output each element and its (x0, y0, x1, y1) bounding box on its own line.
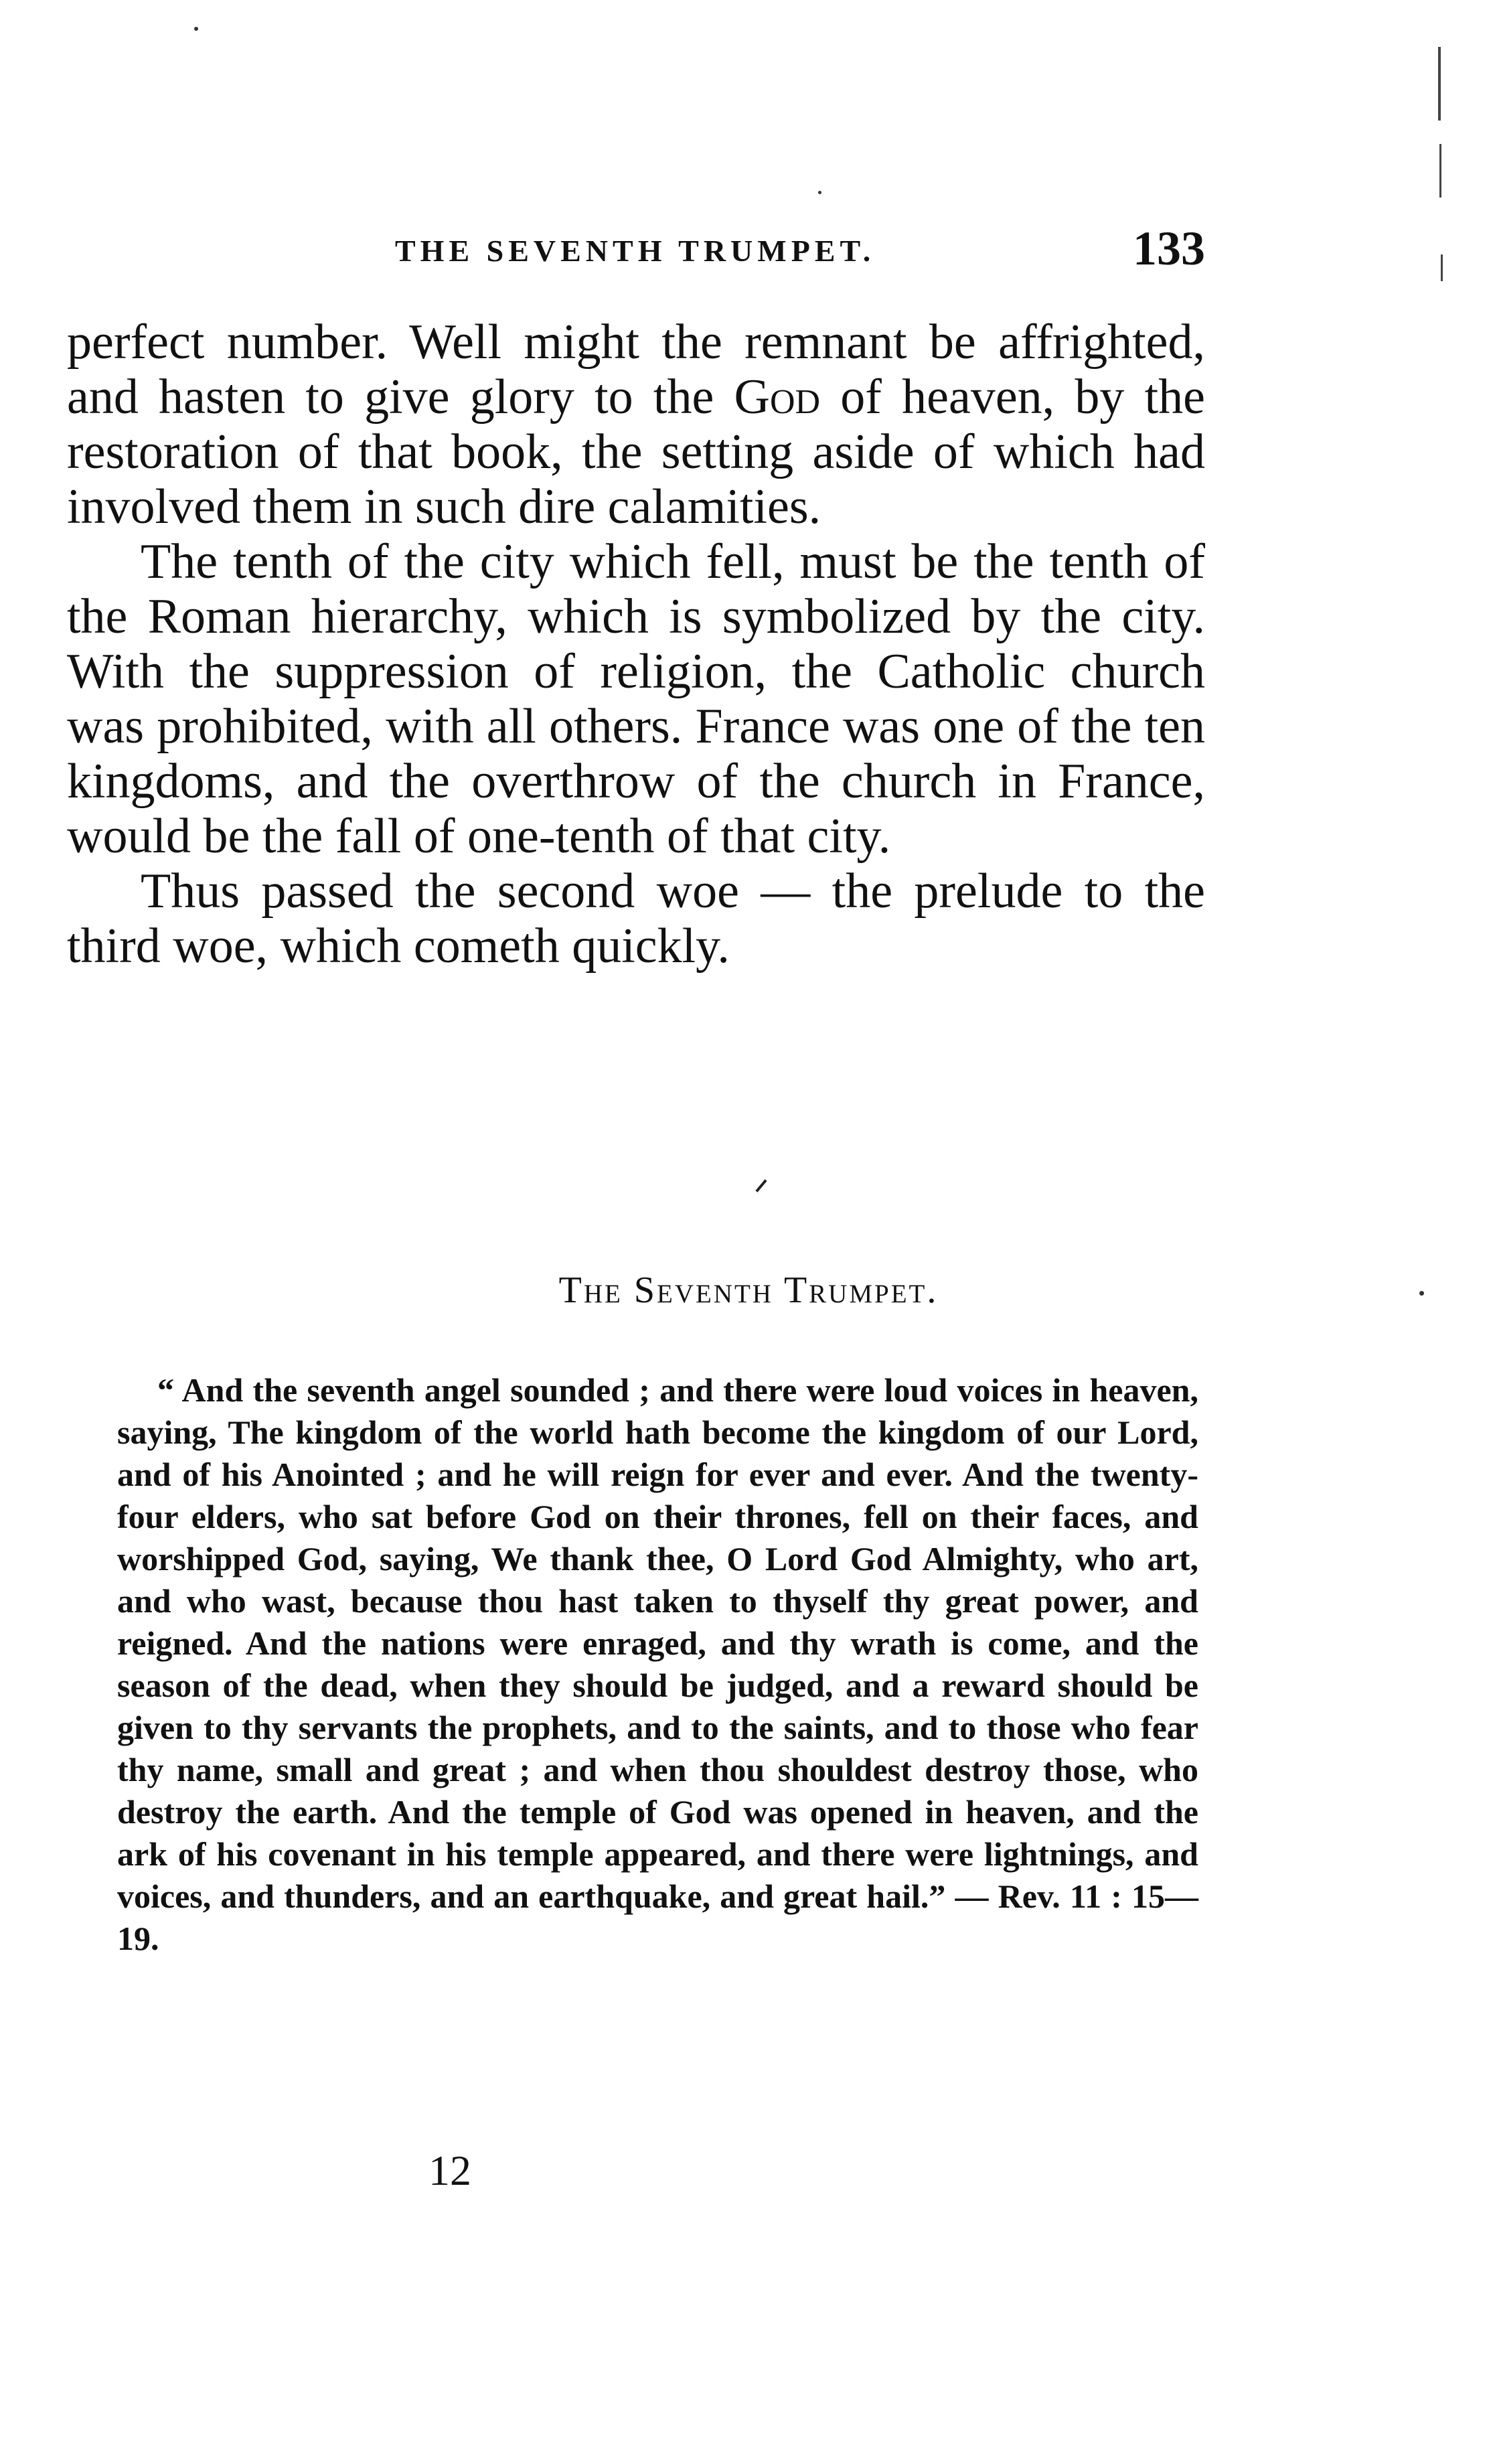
scripture-text: “ And the seventh angel sounded ; and there were loud voices in heaven, saying, The kingdom of the world hath become the kingdom of our Lord, and of his Anointed ; and he will reign for ever and ever. And the twenty-four elders, who sat before God on their thrones, fell on their faces, and worshipped God, saying, We thank thee, O Lord God Almighty, who art, and who wast, because thou hast taken to thyself thy great power, and reigned. And the nations were enraged, and thy wrath is come, and the season of the dead, when they should be judged, and a reward should be given to thy servants the prophets, and to the saints, and to those who fear thy name, small and great ; and when thou shouldest destroy those, who destroy the earth. And the temple of God was opened in heaven, and the ark of his covenant in his temple appeared, and there were lightnings, and voices, and thunders, and an earthquake, and great hail.” — Rev. 11 : 15—19. (117, 1371, 1198, 1957)
paragraph-1-god: God (734, 370, 821, 425)
paragraph-1-end: of heaven, by the restoration of that book, the setting aside of which had involved them in such dire calamities. (67, 370, 1205, 534)
scan-speck (818, 191, 821, 194)
scan-edge-mark (1438, 47, 1441, 121)
scan-speck (194, 27, 198, 31)
scripture-quote (117, 1369, 1198, 1960)
scan-speck (755, 1179, 767, 1192)
paragraph-3: Thus passed the second woe — the prelude to the third woe, which cometh quickly. (67, 864, 1205, 974)
page-header (375, 221, 1205, 281)
page-number: 133 (1133, 222, 1205, 275)
section-title: The Seventh Trumpet. (558, 1269, 939, 1311)
scan-edge-mark (1441, 254, 1443, 281)
running-head: THE SEVENTH TRUMPET. (395, 234, 876, 268)
scan-edge-mark (1439, 144, 1441, 198)
signature-mark: 12 (428, 2147, 471, 2194)
paragraph-2: The tenth of the city which fell, must be the tenth of the Roman hierarchy, which is symbolized by the city. With the suppression of religion, the Catholic church was prohibited, with all others. France was one of the ten kingdoms, and the overthrow of the church in France, would be the fall of one-tenth of that city. (67, 534, 1205, 864)
paragraph-1 (67, 315, 1205, 534)
paragraph-1-start: perfect number. Well might the remnant be affrighted, and hasten to give glory to the (67, 315, 1205, 425)
body-text (67, 315, 1205, 974)
